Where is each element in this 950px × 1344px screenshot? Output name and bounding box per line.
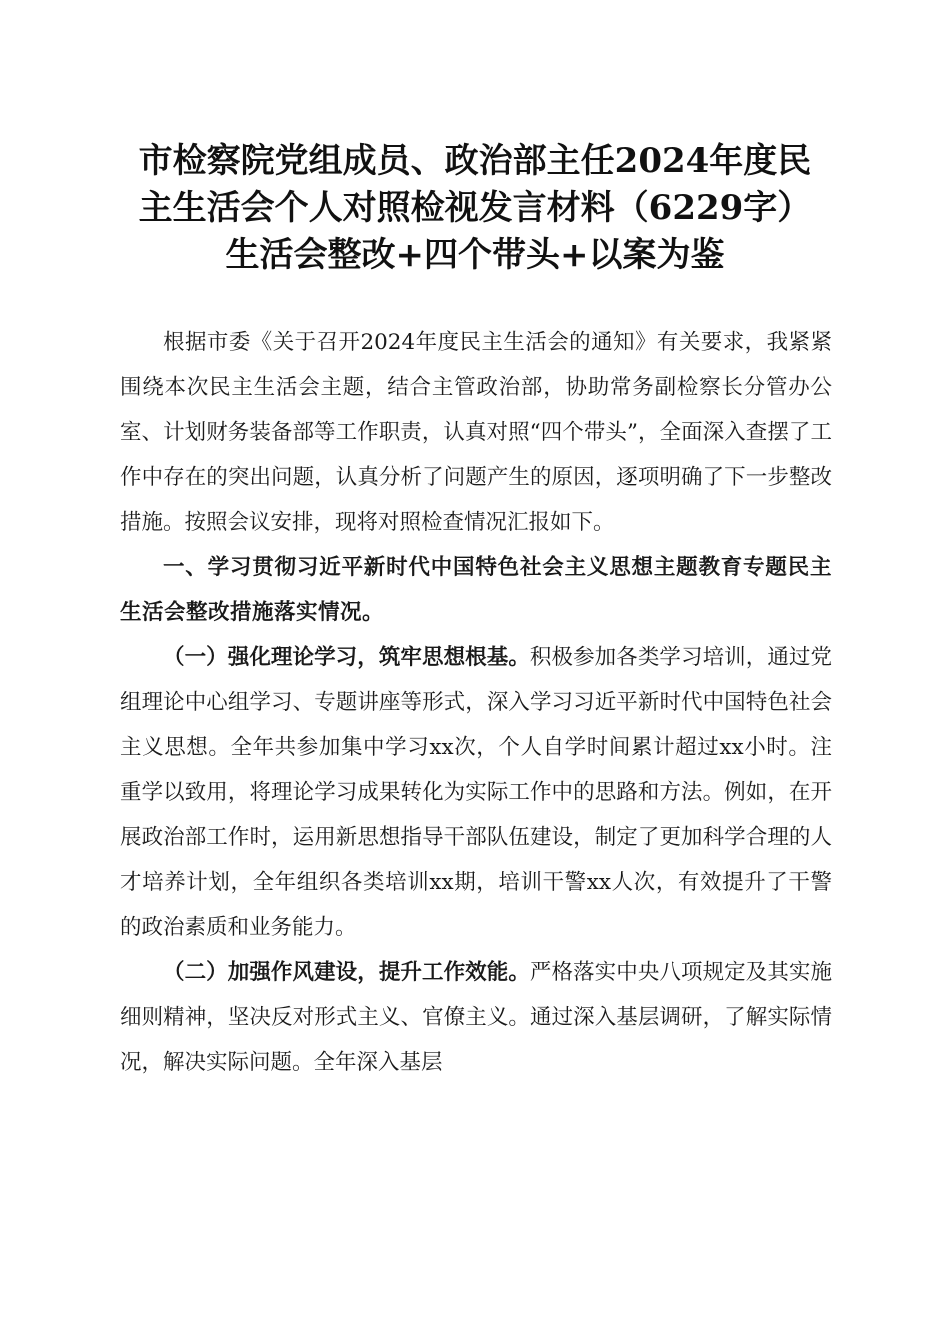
subsection-lead-1: （一）强化理论学习，筑牢思想根基。 — [163, 645, 530, 670]
title-line-1: 市检察院党组成员、政治部主任2024年度民 — [138, 141, 812, 181]
intro-paragraph: 根据市委《关于召开2024年度民主生活会的通知》有关要求，我紧紧围绕本次民主生活会主题，结合主管政治部，协助常务副检察长分管办公室、计划财务装备部等工作职责，认真对照“四个带头”，全面深入查摆了工作中存在的突出问题，认真分析了问题产生的原因，逐项明确了下一步整改措施。按照会议安排，现将对照检查情况汇报如下。 — [120, 330, 832, 535]
subsection-paragraph-1 — [120, 635, 832, 950]
title-line-2: 主生活会个人对照检视发言材料（6229字） — [138, 188, 812, 228]
title-line-3: 生活会整改+四个带头+以案为鉴 — [225, 235, 725, 275]
subsection-paragraph-2 — [120, 950, 832, 1085]
section-heading-1: 一、学习贯彻习近平新时代中国特色社会主义思想主题教育专题民主生活会整改措施落实情况。 — [120, 555, 832, 625]
subsection-lead-2: （二）加强作风建设，提升工作效能。 — [163, 960, 530, 985]
subsection-text-1: 积极参加各类学习培训，通过党组理论中心组学习、专题讲座等形式，深入学习习近平新时代中国特色社会主义思想。全年共参加集中学习xx次，个人自学时间累计超过xx小时。注重学以致用，将理论学习成果转化为实际工作中的思路和方法。例如，在开展政治部工作时，运用新思想指导干部队伍建设，制定了更加科学合理的人才培养计划，全年组织各类培训xx期，培训干警xx人次，有效提升了干警的政治素质和业务能力。 — [120, 645, 832, 940]
document-body — [120, 320, 832, 1085]
document-title — [100, 138, 850, 279]
subsection-text-2: 严格落实中央八项规定及其实施细则精神，坚决反对形式主义、官僚主义。通过深入基层调研，了解实际情况，解决实际问题。全年深入基层 — [120, 960, 832, 1075]
